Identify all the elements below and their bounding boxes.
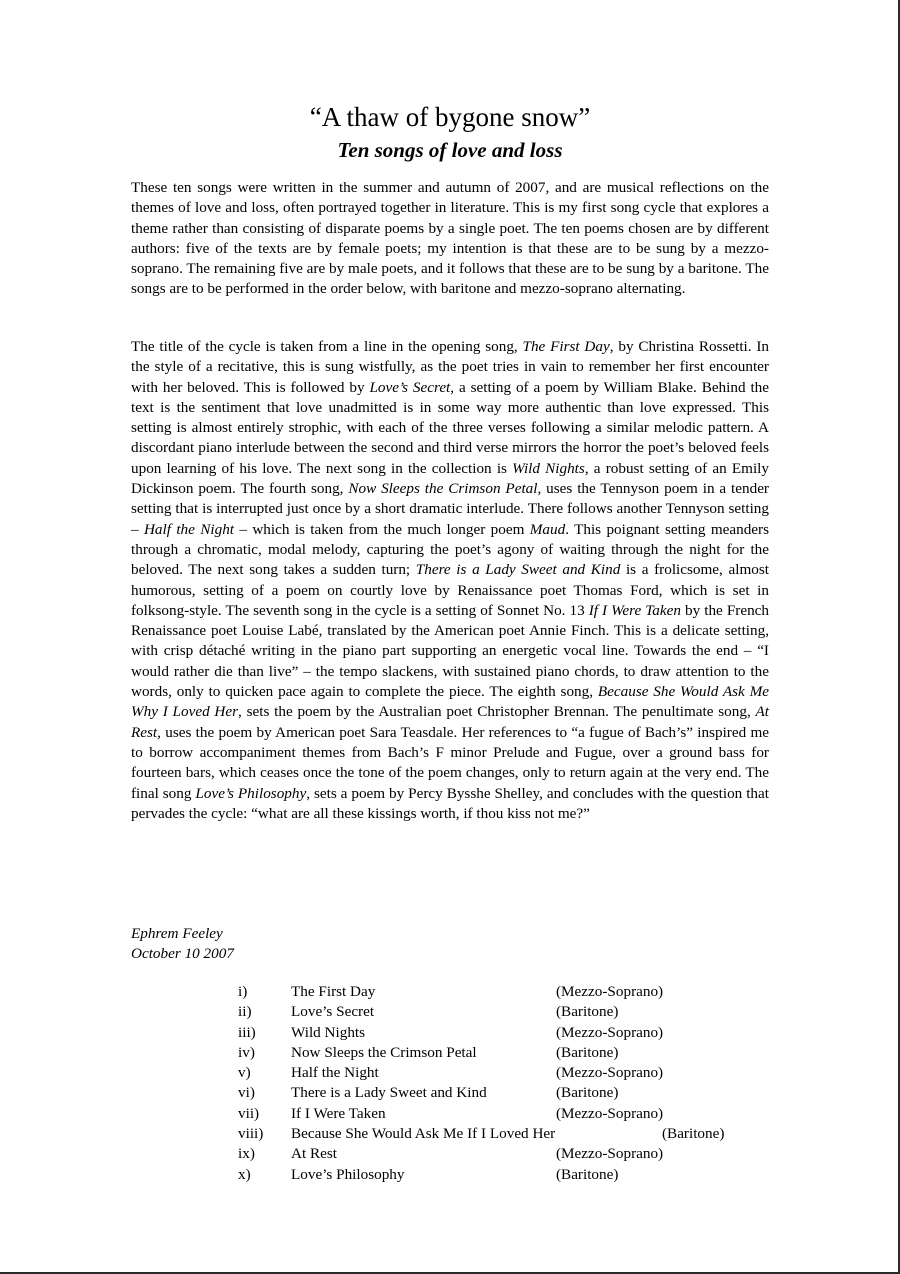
song-title: Wild Nights bbox=[291, 1023, 366, 1041]
song-number: viii) bbox=[238, 1125, 264, 1143]
song-title: If I Were Taken bbox=[291, 1104, 386, 1122]
song-voice: (Baritone) bbox=[662, 1125, 725, 1143]
song-title: At Rest bbox=[291, 1145, 337, 1163]
song-title: Love’s Philosophy bbox=[291, 1165, 405, 1183]
song-number: ii) bbox=[238, 1003, 252, 1021]
song-number: vi) bbox=[238, 1084, 255, 1102]
song-title: Now Sleeps the Crimson Petal bbox=[291, 1043, 477, 1061]
song-voice: (Mezzo-Soprano) bbox=[556, 1145, 664, 1163]
text-run: is a frolicsome, almost humorous, setting of a poem on courtly love by Renaissance poet Thomas Ford, which is set in folksong-style. The seventh song in the cycle is a setting of Sonnet No. 13 bbox=[131, 561, 769, 619]
text-run: – which is taken from the much longer poem bbox=[234, 520, 530, 538]
song-voice: (Mezzo-Soprano) bbox=[556, 1023, 664, 1041]
song-title: The First Day bbox=[291, 983, 376, 1000]
italic-title-run: At Rest bbox=[131, 703, 770, 741]
song-voice: (Baritone) bbox=[556, 1003, 619, 1021]
intro-paragraph bbox=[131, 178, 769, 300]
italic-title-run: Love’s Secret bbox=[369, 378, 451, 396]
song-row bbox=[238, 1002, 758, 1022]
italic-title-run: Half the Night bbox=[143, 520, 235, 538]
italic-title-run: There is a Lady Sweet and Kind bbox=[415, 561, 621, 579]
song-number: i) bbox=[238, 983, 248, 1000]
song-row bbox=[238, 982, 758, 1002]
italic-title-run: Maud bbox=[529, 520, 566, 538]
italic-title-run: Now Sleeps the Crimson Petal bbox=[348, 480, 538, 498]
song-row bbox=[238, 1023, 758, 1043]
song-voice: (Baritone) bbox=[556, 1084, 619, 1102]
song-row bbox=[238, 1043, 758, 1063]
document-subtitle: Ten songs of love and loss bbox=[337, 138, 563, 162]
song-voice: (Baritone) bbox=[556, 1165, 619, 1183]
italic-title-run: Because She Would Ask Me Why I Loved Her bbox=[131, 683, 769, 721]
text-run: . This poignant setting meanders through a chromatic, modal melody, capturing the poet’s agony of waiting through the night for the beloved. The next song takes a sudden turn; bbox=[131, 520, 770, 579]
song-number: vii) bbox=[238, 1104, 260, 1122]
italic-title-run: The First Day bbox=[522, 338, 610, 355]
text-run: , uses the Tennyson poem in a tender setting that is interrupted just once by a short dramatic interlude. There follows another Tennyson setting – bbox=[131, 480, 769, 538]
song-number: iii) bbox=[238, 1023, 256, 1041]
song-number: v) bbox=[238, 1064, 251, 1082]
song-voice: (Mezzo-Soprano) bbox=[556, 983, 664, 1000]
text-run: , uses the poem by American poet Sara Teasdale. Her references to “a fugue of Bach’s” inspired me to borrow accompaniment themes from Bach’s F minor Prelude and Fugue, over a ground bass for fourteen bars, which ceases once the tone of the poem changes, only to return again at the very end. The final song bbox=[131, 723, 769, 802]
italic-title-run: If I Were Taken bbox=[588, 601, 681, 619]
song-title: Love’s Secret bbox=[291, 1003, 375, 1021]
song-row bbox=[238, 1165, 758, 1185]
song-title: Half the Night bbox=[291, 1064, 379, 1082]
italic-title-run: Love’s Philosophy bbox=[195, 784, 307, 802]
song-row bbox=[238, 1063, 758, 1083]
song-voice: (Mezzo-Soprano) bbox=[556, 1104, 664, 1122]
song-number: iv) bbox=[238, 1043, 255, 1061]
text-run: , by Christina Rossetti. In the style of a recitative, this is sung wistfully, as the poet tries in vain to remember her first encounter with her beloved. This is followed by bbox=[131, 338, 770, 396]
song-number: ix) bbox=[238, 1145, 255, 1163]
song-number: x) bbox=[238, 1165, 251, 1183]
text-run: , sets the poem by the Australian poet Christopher Brennan. The penultimate song, bbox=[238, 703, 756, 721]
text-run: , sets a poem by Percy Bysshe Shelley, and concludes with the question that pervades the cycle: “what are all these kissings worth, if thou kiss not me?” bbox=[131, 784, 769, 822]
italic-title-run: Wild Nights bbox=[512, 459, 585, 477]
song-row bbox=[238, 1083, 758, 1103]
text-run: by the French Renaissance poet Louise Labé, translated by the American poet Annie Finch. This is a delicate setting, with crisp détaché writing in the piano part supporting an energetic vocal line. Towards the end – “I would rather die than live” – the tempo slackens, with sustained piano chords, to draw attention to the words, only to quicken pace again to complete the piece. The eighth song, bbox=[131, 601, 769, 701]
song-title: There is a Lady Sweet and Kind bbox=[291, 1084, 487, 1102]
song-row bbox=[238, 1124, 758, 1144]
song-row bbox=[238, 1144, 758, 1164]
text-run: These ten songs were written in the summer and autumn of 2007, and are musical reflections on the themes of love and loss, often portrayed together in literature. This is my first song cycle that explores a theme rather than consisting of disparate poems by a single poet. The ten poems chosen are by different authors: five of the texts are by female poets; my intention is that these are to be sung by a mezzo-soprano. The remaining five are by male poets, and it follows that these are to be sung by a baritone. The songs are to be performed in the order below, with baritone and mezzo-soprano alternating. bbox=[131, 179, 769, 298]
song-title: Because She Would Ask Me If I Loved Her bbox=[291, 1125, 556, 1143]
author-signature: Ephrem Feeley bbox=[131, 925, 223, 942]
signature-date: October 10 2007 bbox=[131, 945, 234, 962]
text-run: , a setting of a poem by William Blake. Behind the text is the sentiment that love unadmitted is in some way more authentic than love expressed. This setting is almost entirely strophic, with each of the three verses following a similar melodic pattern. A discordant piano interlude between the second and third verse mirrors the horror the poet’s beloved feels upon learning of his love. The next song in the collection is bbox=[131, 378, 769, 477]
description-paragraph bbox=[131, 337, 769, 824]
document-title: “A thaw of bygone snow” bbox=[309, 102, 591, 132]
song-voice: (Mezzo-Soprano) bbox=[556, 1064, 664, 1082]
song-row bbox=[238, 1104, 758, 1124]
song-list bbox=[238, 982, 758, 1185]
text-run: , a robust setting of an Emily Dickinson poem. The fourth song, bbox=[131, 459, 769, 498]
song-voice: (Baritone) bbox=[556, 1043, 619, 1061]
text-run: The title of the cycle is taken from a line in the opening song, bbox=[131, 338, 523, 355]
